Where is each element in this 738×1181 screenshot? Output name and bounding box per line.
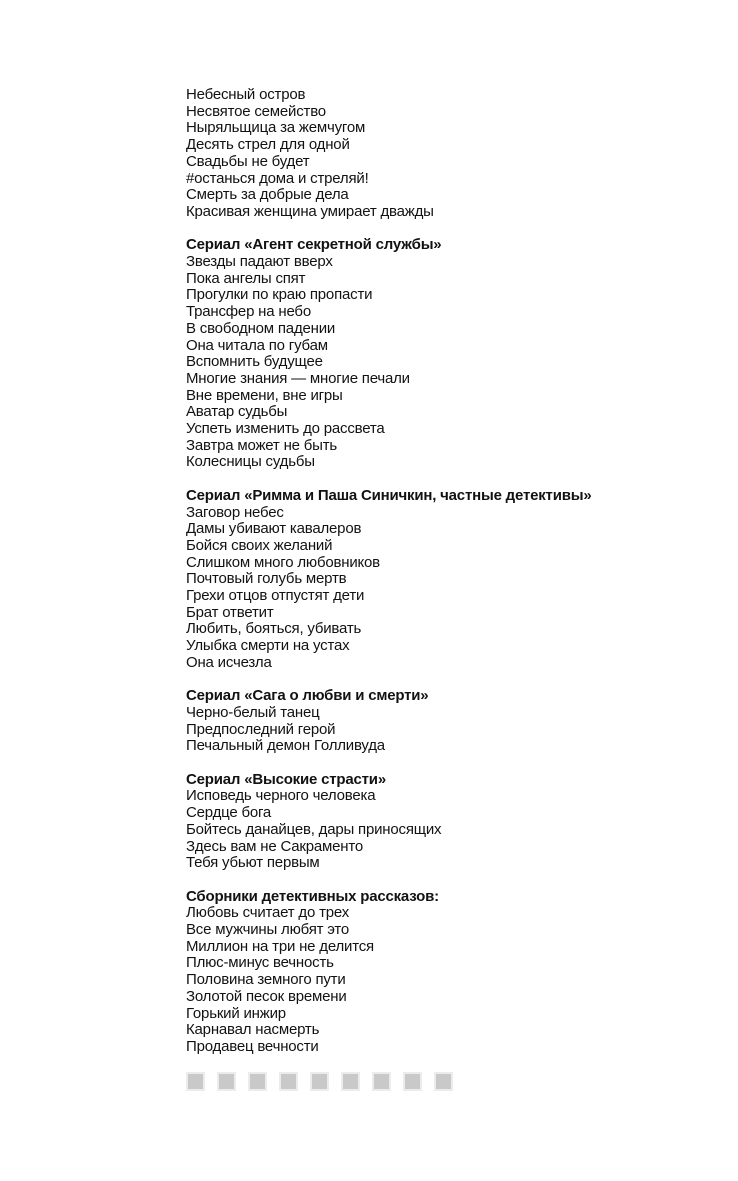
book-title-line: Смерть за добрые дела (186, 186, 349, 204)
book-title-line: Завтра может не быть (186, 436, 338, 454)
book-title-line: #останься дома и стреляй! (186, 169, 369, 187)
book-title-line: Пока ангелы спят (186, 269, 306, 287)
book-list-section (186, 488, 678, 672)
ornament-square (248, 1072, 267, 1091)
book-title-line: Плюс-минус вечность (186, 954, 334, 972)
book-title-line: Грехи отцов отпустят дети (186, 587, 365, 605)
book-title-line: Здесь вам не Сакраменто (186, 837, 364, 855)
book-list-section (186, 237, 678, 471)
book-title-line: Миллион на три не делится (186, 937, 374, 955)
ornament-square (217, 1072, 236, 1091)
book-list-section (186, 688, 678, 755)
book-title-line: Любовь считает до трех (186, 904, 350, 922)
section-header: Сборники детективных рассказов: (186, 887, 439, 905)
ornament-square (434, 1072, 453, 1091)
book-title-line: Свадьбы не будет (186, 152, 310, 170)
book-title-line: Сердце бога (186, 804, 272, 822)
page-break-ornament (186, 1072, 678, 1091)
book-title-line: Успеть изменить до рассвета (186, 420, 385, 438)
section-header: Сериал «Римма и Паша Синичкин, частные детективы» (186, 486, 592, 504)
book-title-line: Карнавал насмерть (186, 1021, 320, 1039)
book-title-line: Брат ответит (186, 603, 274, 621)
book-title-line: Звезды падают вверх (186, 253, 333, 271)
book-title-line: Небесный остров (186, 86, 306, 103)
book-list-section (186, 889, 678, 1056)
book-title-line: Вне времени, вне игры (186, 386, 343, 404)
page-content (186, 87, 678, 1091)
book-title-line: Исповедь черного человека (186, 787, 376, 805)
ornament-square (341, 1072, 360, 1091)
ornament-square (186, 1072, 205, 1091)
book-title-line: Бойтесь данайцев, дары приносящих (186, 820, 442, 838)
book-title-line: Многие знания — многие печали (186, 369, 410, 387)
book-title-line: Почтовый голубь мертв (186, 570, 347, 588)
book-title-line: Тебя убьют первым (186, 854, 320, 872)
book-title-line: Предпоследний герой (186, 720, 336, 738)
book-title-line: Десять стрел для одной (186, 136, 350, 154)
book-title-line: Трансфер на небо (186, 303, 311, 321)
book-title-line: Бойся своих желаний (186, 536, 333, 554)
book-title-line: Вспомнить будущее (186, 353, 323, 371)
section-header: Сериал «Сага о любви и смерти» (186, 687, 429, 705)
section-header: Сериал «Высокие страсти» (186, 770, 386, 788)
book-title-line: Аватар судьбы (186, 403, 288, 421)
book-title-line: Несвятое семейство (186, 102, 326, 120)
book-title-line: Половина земного пути (186, 971, 346, 989)
book-title-line: Печальный демон Голливуда (186, 737, 385, 755)
book-title-line: Дамы убивают кавалеров (186, 520, 362, 538)
ornament-square (279, 1072, 298, 1091)
book-title-line: Золотой песок времени (186, 987, 347, 1005)
book-title-line: Черно-белый танец (186, 703, 320, 721)
book-title-line: Она читала по губам (186, 336, 328, 354)
book-title-line: Слишком много любовников (186, 553, 380, 571)
book-title-line: Ныряльщица за жемчугом (186, 119, 366, 137)
book-title-line: Она исчезла (186, 653, 272, 671)
book-list-section (186, 772, 678, 872)
book-title-line: Улыбка смерти на устах (186, 637, 350, 655)
ornament-square (372, 1072, 391, 1091)
book-title-line: В свободном падении (186, 319, 336, 337)
section-header: Сериал «Агент секретной службы» (186, 236, 442, 254)
book-title-line: Любить, бояться, убивать (186, 620, 362, 638)
book-list-section (186, 87, 678, 221)
book-title-line: Красивая женщина умирает дважды (186, 202, 434, 220)
book-title-line: Все мужчины любят это (186, 921, 350, 939)
book-title-line: Колесницы судьбы (186, 453, 315, 471)
ornament-square (403, 1072, 422, 1091)
book-title-line: Заговор небес (186, 503, 284, 521)
ornament-square (310, 1072, 329, 1091)
book-title-line: Горький инжир (186, 1004, 286, 1022)
book-title-line: Прогулки по краю пропасти (186, 286, 373, 304)
book-title-line: Продавец вечности (186, 1038, 319, 1055)
